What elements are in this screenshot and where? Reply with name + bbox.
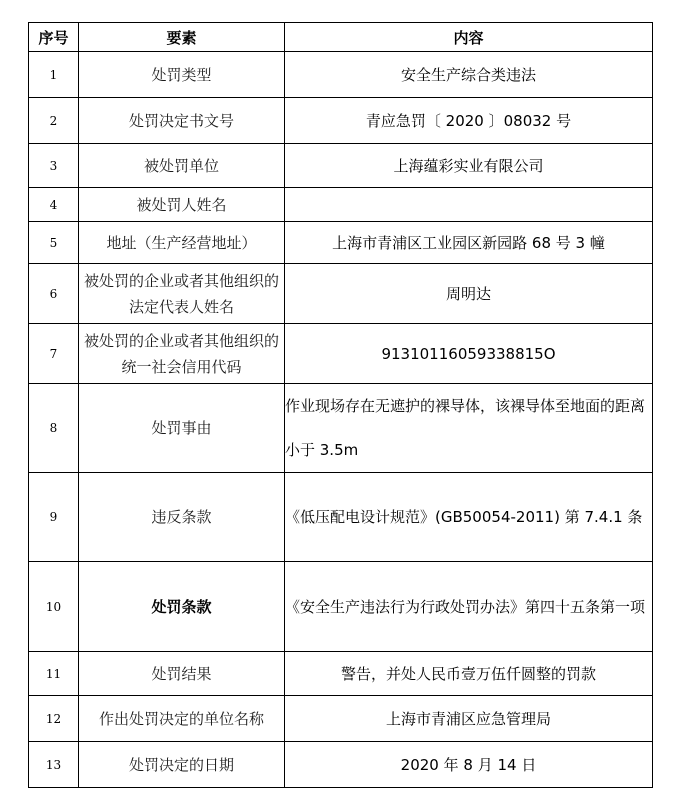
row-content: 青应急罚〔 2020 〕08032 号: [285, 98, 653, 144]
row-index: 9: [29, 473, 79, 562]
row-index: 6: [29, 264, 79, 324]
row-content: 上海蕴彩实业有限公司: [285, 144, 653, 188]
row-index: 12: [29, 696, 79, 742]
row-index: 5: [29, 222, 79, 264]
row-index: 1: [29, 52, 79, 98]
row-element: 处罚决定的日期: [79, 742, 285, 788]
table-row: [29, 222, 653, 264]
row-content: 《低压配电设计规范》(GB50054-2011) 第 7.4.1 条: [285, 473, 653, 562]
row-index: 3: [29, 144, 79, 188]
table-row: [29, 52, 653, 98]
row-element: 处罚类型: [79, 52, 285, 98]
table-row: [29, 384, 653, 473]
row-content: [285, 188, 653, 222]
row-element: 处罚结果: [79, 652, 285, 696]
row-index: 2: [29, 98, 79, 144]
row-index: 4: [29, 188, 79, 222]
row-element: 处罚决定书文号: [79, 98, 285, 144]
table-header-row: [29, 23, 653, 52]
row-element: 被处罚的企业或者其他组织的统一社会信用代码: [79, 324, 285, 384]
row-content: 上海市青浦区工业园区新园路 68 号 3 幢: [285, 222, 653, 264]
row-element: 被处罚单位: [79, 144, 285, 188]
row-content: 91310116059338815O: [285, 324, 653, 384]
row-index: 13: [29, 742, 79, 788]
row-content: 周明达: [285, 264, 653, 324]
table-row: [29, 98, 653, 144]
row-element: 被处罚人姓名: [79, 188, 285, 222]
row-content: 安全生产综合类违法: [285, 52, 653, 98]
row-index: 10: [29, 562, 79, 652]
table-row: [29, 742, 653, 788]
row-content: 《安全生产违法行为行政处罚办法》第四十五条第一项: [285, 562, 653, 652]
row-element: 作出处罚决定的单位名称: [79, 696, 285, 742]
header-content: 内容: [285, 23, 653, 52]
table-row: [29, 562, 653, 652]
table-row: [29, 188, 653, 222]
table-row: [29, 264, 653, 324]
row-index: 7: [29, 324, 79, 384]
table-row: [29, 696, 653, 742]
row-element: 违反条款: [79, 473, 285, 562]
row-element: 处罚条款: [79, 562, 285, 652]
table-row: [29, 652, 653, 696]
table-row: [29, 473, 653, 562]
penalty-info-table: [28, 22, 653, 788]
row-element: 处罚事由: [79, 384, 285, 473]
row-content: 2020 年 8 月 14 日: [285, 742, 653, 788]
row-index: 8: [29, 384, 79, 473]
header-index: 序号: [29, 23, 79, 52]
header-element: 要素: [79, 23, 285, 52]
table-row: [29, 324, 653, 384]
row-index: 11: [29, 652, 79, 696]
row-element: 被处罚的企业或者其他组织的法定代表人姓名: [79, 264, 285, 324]
row-content: 作业现场存在无遮护的裸导体，该裸导体至地面的距离小于 3.5m: [285, 384, 653, 473]
row-content: 上海市青浦区应急管理局: [285, 696, 653, 742]
row-content: 警告，并处人民币壹万伍仟圆整的罚款: [285, 652, 653, 696]
table-row: [29, 144, 653, 188]
row-element: 地址（生产经营地址）: [79, 222, 285, 264]
